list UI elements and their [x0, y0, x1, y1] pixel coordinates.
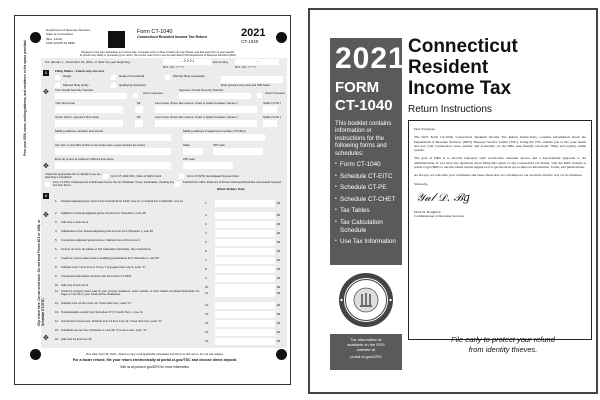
ssn-input[interactable]: [55, 93, 127, 99]
line-number: 11.: [55, 289, 59, 293]
line-number: 5.: [205, 240, 208, 244]
line-description: Credit for property taxes paid on your primary residence, motor vehicle, or both. Attach completed Schedule 3 in Page 4, Line 68 or your credit will be disallowed.: [61, 289, 200, 297]
last-name-label: Last name (If two last names, insert a space between names.): [155, 101, 238, 105]
punch-hole-icon: [30, 349, 41, 360]
section-badge: 2: [44, 193, 48, 198]
booklet-contents-list: [335, 161, 397, 246]
cover-sidebar: [330, 38, 406, 265]
date-format-hint: M M - D D - Y Y Y Y: [163, 66, 185, 69]
city-input[interactable]: [55, 148, 171, 155]
line-description: Credit for income taxes paid to qualifying jurisdictions from Schedule 2, Line 59: [61, 256, 159, 260]
commissioner-letter: [408, 120, 592, 340]
side-instruction: Print your SSN, name, mailing address, and residence in the space provided.: [23, 39, 27, 156]
cents-label: .00: [276, 321, 281, 325]
cents-label: .00: [276, 312, 281, 316]
tagline-line: File early to protect your refund: [451, 335, 555, 344]
line-amount-input[interactable]: [215, 275, 275, 282]
first-name-input[interactable]: [55, 106, 123, 113]
title-line: Resident: [408, 57, 489, 78]
cents-label: .00: [276, 201, 281, 205]
refund-note: For a faster refund, file your return electronically at portal.ct.gov/TSC and choose direct deposit.: [72, 358, 238, 362]
line-description: Total allowable credits from Schedule CT-IT Credit, Part 1, Line 11: [61, 310, 143, 314]
filing-single-checkbox[interactable]: [55, 75, 60, 80]
letter-signer-name: Mark D. Boughton: [414, 209, 441, 214]
agency-block: [46, 29, 90, 45]
line-description: Federal adjusted gross income from federal Form 1040, Line 11, or federal Form 1040-SR, Line 11: [61, 199, 183, 203]
info-line: website at: [356, 346, 375, 352]
arrow-icon: ✥: [43, 89, 49, 96]
attach-label: Check the appropriate box to identify if you are attaching a completed:: [45, 173, 101, 180]
date-format-hint: M M - D D - Y Y Y Y: [235, 66, 257, 69]
line-description: Subtractions from federal adjusted gross income from Schedule 1, Line 50: [61, 229, 153, 233]
line-number: 16.: [205, 339, 209, 343]
spouse-suffix-input[interactable]: [263, 120, 277, 127]
punch-hole-icon: [276, 349, 287, 360]
info-line: Tax information is: [350, 337, 382, 342]
attach-option-label: Form CT-2210, Underpayment of Estimated Income Tax by Individuals, Trusts, and Estates, checking any box from Part 1.: [53, 181, 174, 188]
line-description: Additions to federal adjusted gross income from Schedule 1, Line 38: [61, 211, 146, 215]
state-input[interactable]: [183, 148, 203, 155]
form-code: CT-1040: [241, 39, 259, 44]
contents-item: • Form CT-1040: [335, 161, 397, 169]
identity-theft-tagline: [418, 335, 588, 355]
cents-label: .00: [276, 339, 281, 343]
line-amount-input[interactable]: [215, 338, 275, 345]
title-line: Income Tax: [408, 78, 512, 99]
signature-icon: 𝒴𝒶𝓁 𝒟. ℬ𝑔: [416, 190, 470, 204]
suffix-label: Suffix (Jr./Sr.): [263, 101, 281, 105]
line-amount-input[interactable]: [215, 221, 275, 228]
address2-input[interactable]: [183, 134, 265, 141]
line-amount-input[interactable]: [215, 311, 275, 318]
filing-option-label: Single: [63, 74, 72, 78]
filing-mfs-checkbox[interactable]: [165, 75, 170, 80]
line-number: 5.: [55, 238, 58, 242]
line-number: 2.: [205, 213, 208, 217]
line-number: 12.: [205, 303, 209, 307]
cover-form-code: CT-1040: [335, 97, 393, 114]
punch-hole-icon: [30, 32, 41, 43]
cents-label: .00: [276, 330, 281, 334]
period-end-label: and ending: [213, 60, 228, 64]
filing-option-label: Qualifying widow(er): [119, 83, 147, 87]
instructions-cover-page: [308, 8, 598, 394]
line-amount-input[interactable]: [215, 200, 275, 207]
letter-salutation: Dear Taxpayer,: [414, 127, 436, 131]
arrow-icon: ✥: [43, 335, 49, 342]
line-number: 6.: [205, 249, 208, 253]
line-number: 13.: [55, 310, 59, 314]
barcode-icon: [108, 31, 125, 48]
title-line: Connecticut: [408, 36, 518, 57]
line-number: 14.: [55, 319, 59, 323]
line-number: 7.: [55, 256, 58, 260]
deceased-label: Check if deceased: [143, 92, 163, 95]
line-amount-input[interactable]: [215, 212, 275, 219]
line-number: 13.: [205, 312, 209, 316]
filing-qw-checkbox[interactable]: [111, 83, 116, 88]
spouse-deceased-checkbox[interactable]: [257, 93, 262, 98]
cover-year: 2021: [335, 42, 406, 75]
line-amount-input[interactable]: [215, 230, 275, 237]
due-date-note: Due date: April 18, 2022 - Attach a copy of all applicable schedules and forms to this return. Do not use staples.: [86, 352, 224, 356]
line-number: 15.: [55, 328, 59, 332]
spouse-ssn-label: Spouse's Social Security Number: [179, 88, 224, 92]
line-number: 10.: [55, 283, 59, 287]
side-instruction: Clip check here. Do not send cash. Do not send Forms W-2 or 1099, or Schedule CT-EITC.: [37, 219, 45, 326]
residence-zip-input[interactable]: [183, 162, 233, 169]
info-line: available on the DRS: [347, 341, 385, 347]
line-amount-input[interactable]: [215, 257, 275, 264]
line-number: 4.: [205, 231, 208, 235]
spouse-first-label: If joint return, spouse's first name: [55, 115, 100, 119]
line-description: Subtract Line 11 from Line 10. If less than zero, enter "0.": [61, 301, 132, 305]
line-description: Connecticut adjusted gross income: Subtract Line 4 from Line 3.: [61, 238, 141, 242]
filing-hoh-checkbox[interactable]: [111, 75, 116, 80]
cents-label: .00: [276, 267, 281, 271]
line-number: 16.: [55, 337, 59, 341]
attach-crc-checkbox[interactable]: [103, 174, 108, 179]
residence-input[interactable]: [55, 162, 171, 169]
city-label: City, town, or post office (If there is two words, leave a space between the words.): [55, 144, 146, 147]
whole-dollars-label: Whole Dollars Only: [217, 187, 245, 191]
cover-subtitle: Return Instructions: [408, 104, 492, 115]
ssn-label: Your Social Security Number: [55, 88, 94, 92]
booklet-description: This booklet contains information or instructions for the following forms and schedules:: [335, 121, 392, 157]
spouse-last-label: Last name (If two last names, insert a space between names.): [155, 115, 238, 119]
line-number: 3.: [55, 220, 58, 224]
arrow-icon: ✥: [43, 163, 49, 170]
residence-label: Enter city or town of residence if different from above.: [55, 158, 115, 161]
line-amount-input[interactable]: [215, 290, 275, 297]
attach-option-label: Federal Form 1310, Statement of Person Claiming Refund Due a Deceased Taxpayer: [183, 181, 282, 184]
line-amount-input[interactable]: [215, 329, 275, 336]
contents-item: • Tax Calculation Schedule: [335, 219, 397, 234]
deceased-label: Check if deceased: [265, 92, 285, 95]
attach-option-label: Form CT-1040 CRC, Claim of Right Credit: [111, 175, 162, 178]
cents-label: .00: [276, 213, 281, 217]
letter-paragraph: The goal of DRS is to provide taxpayers with world-class customer service and a user-friendly approach to tax administration. If you have any questions about filing this return or any Connecticut tax matter, visit the DRS website at portal.ct.gov/DRS to use the robust search engine tool to get the most up-to-date tax information, forms, and publications.: [414, 156, 586, 170]
cents-label: .00: [276, 222, 281, 226]
state-seal-icon: [338, 272, 394, 328]
suffix-label: Suffix (Jr./Sr.): [263, 115, 281, 119]
mi-label: MI: [137, 115, 141, 119]
line-number: 1.: [55, 199, 58, 203]
line-description: Add Line 14 and Line 15.: [61, 337, 93, 341]
line-description: Add Line 1 and Line 2.: [61, 220, 89, 224]
address2-label: Mailing address 2 (apartment number, PO Box): [183, 129, 246, 133]
section-badge: 1: [44, 70, 48, 75]
form-subtitle: Connecticut Resident Income Tax Return: [137, 35, 208, 39]
line-number: 14.: [205, 321, 209, 325]
punch-hole-icon: [276, 32, 287, 43]
attach-1310-checkbox[interactable]: [175, 182, 180, 187]
attach-2210-checkbox[interactable]: [45, 182, 50, 187]
zip-label: ZIP code: [213, 143, 225, 147]
line-amount-input[interactable]: [215, 248, 275, 255]
line-amount-input[interactable]: [215, 320, 275, 327]
spouse-name-note: Enter spouse's name here and SSN below.: [221, 84, 271, 87]
letter-paragraph: The 2021 Form CT-1040, Connecticut Resident Income Tax Return Instructions, contains information about the Department of Revenue Services' (DRS) Taxpayer Service Center (TSC). Using the TSC enables you to file your return and pay your Connecticut taxes quickly and accurately on the DRS user-friendly electronic filing and paying online system.: [414, 135, 586, 153]
line-amount-input[interactable]: [215, 266, 275, 273]
filing-status-label: Filing Status - Check only one box.: [55, 69, 105, 73]
filing-option-label: Head of household: [119, 74, 145, 78]
tagline-line: from identity thieves.: [468, 345, 538, 354]
line-number: 10.: [205, 285, 209, 289]
mi-label: MI: [137, 101, 141, 105]
notice-line: To prevent any delay in processing your return, the correct year's form must be submitted to the Department of Revenue Services (DRS).: [79, 54, 237, 57]
filing-option-label: Married filing jointly: [63, 83, 89, 87]
letter-closing: Sincerely,: [414, 181, 428, 186]
cents-label: .00: [276, 291, 281, 295]
drs-info-box: [330, 334, 402, 370]
filing-option-label: Married filing separately: [173, 74, 205, 78]
cents-label: .00: [276, 258, 281, 262]
contents-item: • Use Tax Information: [335, 238, 397, 246]
first-name-label: Your first name: [55, 101, 76, 105]
cents-label: .00: [276, 276, 281, 280]
cover-form-label: FORM: [335, 79, 380, 96]
notice-line: Taxpayers must sign declaration on reverse side. Complete return in blue or black ink only. Please note that each form is year specific.: [81, 51, 235, 54]
drs-website-link[interactable]: portal.ct.gov/DRS: [350, 354, 382, 360]
line-number: 3.: [205, 222, 208, 226]
line-number: 12.: [55, 301, 59, 305]
visit-note: Visit us at portal.ct.gov/DRS for more information.: [120, 365, 190, 369]
line-number: 11.: [205, 291, 209, 295]
form-year: 2021: [241, 27, 266, 39]
contents-item: • Schedule CT-CHET: [335, 196, 397, 204]
line-description: Income tax from tax tables or Tax Calculation Schedule. See instructions.: [61, 247, 152, 251]
spouse-mi-input[interactable]: [135, 120, 143, 127]
line-number: 9.: [205, 276, 208, 280]
deceased-checkbox[interactable]: [133, 93, 138, 98]
zip-label: ZIP code: [183, 157, 195, 161]
letter-signer-role: Commissioner of Revenue Services: [414, 214, 465, 219]
letter-paragraph: As always, we welcome your comments and ideas about how we can improve our products and the way we do business.: [414, 173, 583, 178]
attach-option-label: Form CT-8379, Nonobligated Spouse Claim: [187, 175, 240, 178]
line-number: 8.: [55, 265, 58, 269]
contents-item: • Schedule CT-EITC: [335, 173, 397, 181]
line-description: Subtract Line 7 from Line 6. If Line 7 is greater than Line 6, enter "0.": [61, 265, 147, 269]
line-number: 4.: [55, 229, 58, 233]
cents-label: .00: [276, 285, 281, 289]
form-ct1040-page: [14, 15, 291, 385]
cents-label: .00: [276, 303, 281, 307]
form-title: Form CT-1040: [137, 29, 173, 35]
period-begin-input[interactable]: - - 2 0 2 1: [163, 59, 211, 65]
contents-item: • Schedule CT-PE: [335, 184, 397, 192]
attach-8379-checkbox[interactable]: [179, 174, 184, 179]
agency-name: Department of Revenue Services: [46, 28, 91, 32]
line-number: 6.: [55, 247, 58, 251]
cover-title: [408, 36, 518, 99]
rev-date: (Rev. 12/21): [46, 37, 63, 42]
mi-input[interactable]: [135, 106, 143, 113]
period-end-input[interactable]: - -: [235, 59, 279, 65]
arrow-icon: ✥: [43, 212, 49, 219]
zip-input[interactable]: [213, 148, 263, 155]
form-id-code: 1040 1221W 01 9999: [46, 40, 75, 45]
spouse-ssn-input[interactable]: [179, 93, 251, 99]
line-number: 9.: [55, 274, 58, 278]
spouse-last-input[interactable]: [155, 120, 257, 127]
line-description: Add Line 8 and Line 9.: [61, 283, 89, 287]
cents-label: .00: [276, 249, 281, 253]
line-amount-input[interactable]: [215, 302, 275, 309]
line-description: Connecticut alternative minimum tax from Form CT-6251: [61, 274, 132, 278]
cents-label: .00: [276, 231, 281, 235]
line-description: Individual use tax from Schedule 4, Line 69. If no tax is due, enter "0.": [61, 328, 148, 332]
state-label: State: [183, 143, 191, 147]
line-number: 2.: [55, 211, 58, 215]
cents-label: .00: [276, 240, 281, 244]
line-number: 15.: [205, 330, 209, 334]
address-label: Mailing address (number and street): [55, 129, 104, 133]
suffix-input[interactable]: [263, 106, 277, 113]
address-input[interactable]: [55, 134, 171, 141]
spouse-name-input[interactable]: [221, 76, 283, 83]
line-description: Connecticut income tax: Subtract Line 13 from Line 12. If less than zero, enter "0.": [61, 319, 163, 323]
line-number: 1.: [205, 201, 208, 205]
agency-state: State of Connecticut: [46, 31, 74, 36]
line-number: 8.: [205, 267, 208, 271]
line-number: 7.: [205, 258, 208, 262]
contents-item: • Tax Tables: [335, 207, 397, 215]
spouse-first-input[interactable]: [55, 120, 123, 127]
last-name-input[interactable]: [155, 106, 257, 113]
period-label: For January 1 - December 31, 2021, or other tax year beginning: [45, 60, 130, 64]
line-amount-input[interactable]: [215, 239, 275, 246]
